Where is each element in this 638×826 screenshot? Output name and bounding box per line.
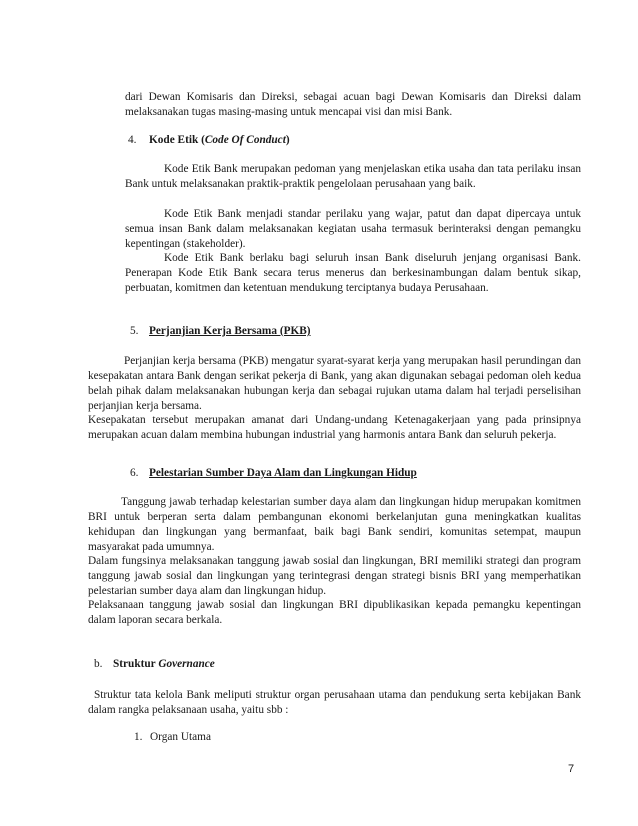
kode-etik-paragraph-1: Kode Etik Bank merupakan pedoman yang menjelaskan etika usaha dan tata perilaku insan Bank untuk melaksanakan praktik-praktik pengelolaan perusahaan yang baik.: [125, 163, 581, 190]
heading-number: b.: [94, 658, 103, 670]
list-number: 1.: [134, 731, 143, 743]
page-number: 7: [568, 763, 575, 775]
heading-number: 6.: [130, 467, 139, 479]
list-text: Organ Utama: [150, 731, 211, 743]
heading-pkb: [130, 324, 311, 339]
heading-number: 5.: [130, 325, 139, 337]
struktur-paragraph: Struktur tata kelola Bank meliputi struktur organ perusahaan utama dan pendukung serta kebijakan Bank dalam rangka pelaksanaan usaha, yaitu sbb :: [88, 689, 581, 716]
list-item-organ-utama: [134, 730, 211, 745]
heading-pelestarian: [130, 466, 417, 481]
heading-title: Kode Etik: [149, 134, 199, 146]
heading-struktur-governance: [94, 657, 215, 672]
heading-title: Perjanjian Kerja Bersama (PKB): [149, 325, 311, 337]
kode-etik-paragraph-3: Kode Etik Bank berlaku bagi seluruh insan Bank diseluruh jenjang organisasi Bank. Penerapan Kode Etik Bank secara terus menerus dan berkesinambungan dalam bentuk sikap, perbuatan, komitmen dan ketentuan mendukung terciptanya budaya Perusahaan.: [125, 252, 581, 294]
heading-title-italic: Governance: [158, 658, 215, 670]
heading-title-italic: Code Of Conduct: [204, 134, 286, 146]
pelestarian-paragraph-3: Pelaksanaan tanggung jawab sosial dan lingkungan BRI dipublikasikan kepada pemangku kepentingan dalam laporan secara berkala.: [88, 599, 581, 626]
pelestarian-paragraph-1: Tanggung jawab terhadap kelestarian sumber daya alam dan lingkungan hidup merupakan komitmen BRI untuk berperan serta dalam pembangunan ekonomi berkelanjutan guna meningkatkan kualitas kehidupan dan lingkungan yang bermanfaat, baik bagi Bank sendiri, komunitas setempat, maupun masyarakat pada umumnya.: [88, 496, 581, 553]
heading-title: Struktur: [113, 658, 156, 670]
kode-etik-paragraph-2: Kode Etik Bank menjadi standar perilaku yang wajar, patut dan dapat dipercaya untuk semua insan Bank dalam melaksanakan kegiatan usaha termasuk berinteraksi dengan pemangku kepentingan (stakeholder).: [125, 208, 581, 250]
pkb-paragraph-1: Perjanjian kerja bersama (PKB) mengatur syarat-syarat kerja yang merupakan hasil perundingan dan kesepakatan antara Bank dengan serikat pekerja di Bank, yang akan digunakan sebagai pedoman oleh kedua belah pihak dalam melaksanakan hubungan kerja dan sebagai rujukan utama dalam hal terjadi perselisihan perjanjian kerja bersama.: [88, 355, 581, 412]
heading-number: 4.: [128, 134, 137, 146]
heading-kode-etik: 4. Kode Etik (Code Of Conduct): [128, 134, 290, 146]
pelestarian-paragraph-2: Dalam fungsinya melaksanakan tanggung jawab sosial dan lingkungan, BRI memiliki strategi dan program tanggung jawab sosial dan lingkungan yang terintegrasi dengan strategi bisnis BRI yang memperhatikan pelestarian sumber daya alam dan lingkungan hidup.: [88, 555, 581, 597]
heading-title: Pelestarian Sumber Daya Alam dan Lingkungan Hidup: [149, 467, 417, 479]
intro-paragraph: dari Dewan Komisaris dan Direksi, sebagai acuan bagi Dewan Komisaris dan Direksi dalam melaksanakan tugas masing-masing untuk mencapai visi dan misi Bank.: [125, 91, 581, 118]
pkb-paragraph-2: Kesepakatan tersebut merupakan amanat dari Undang-undang Ketenagakerjaan yang pada prinsipnya merupakan acuan dalam membina hubungan industrial yang harmonis antara Bank dan seluruh pekerja.: [88, 414, 581, 441]
